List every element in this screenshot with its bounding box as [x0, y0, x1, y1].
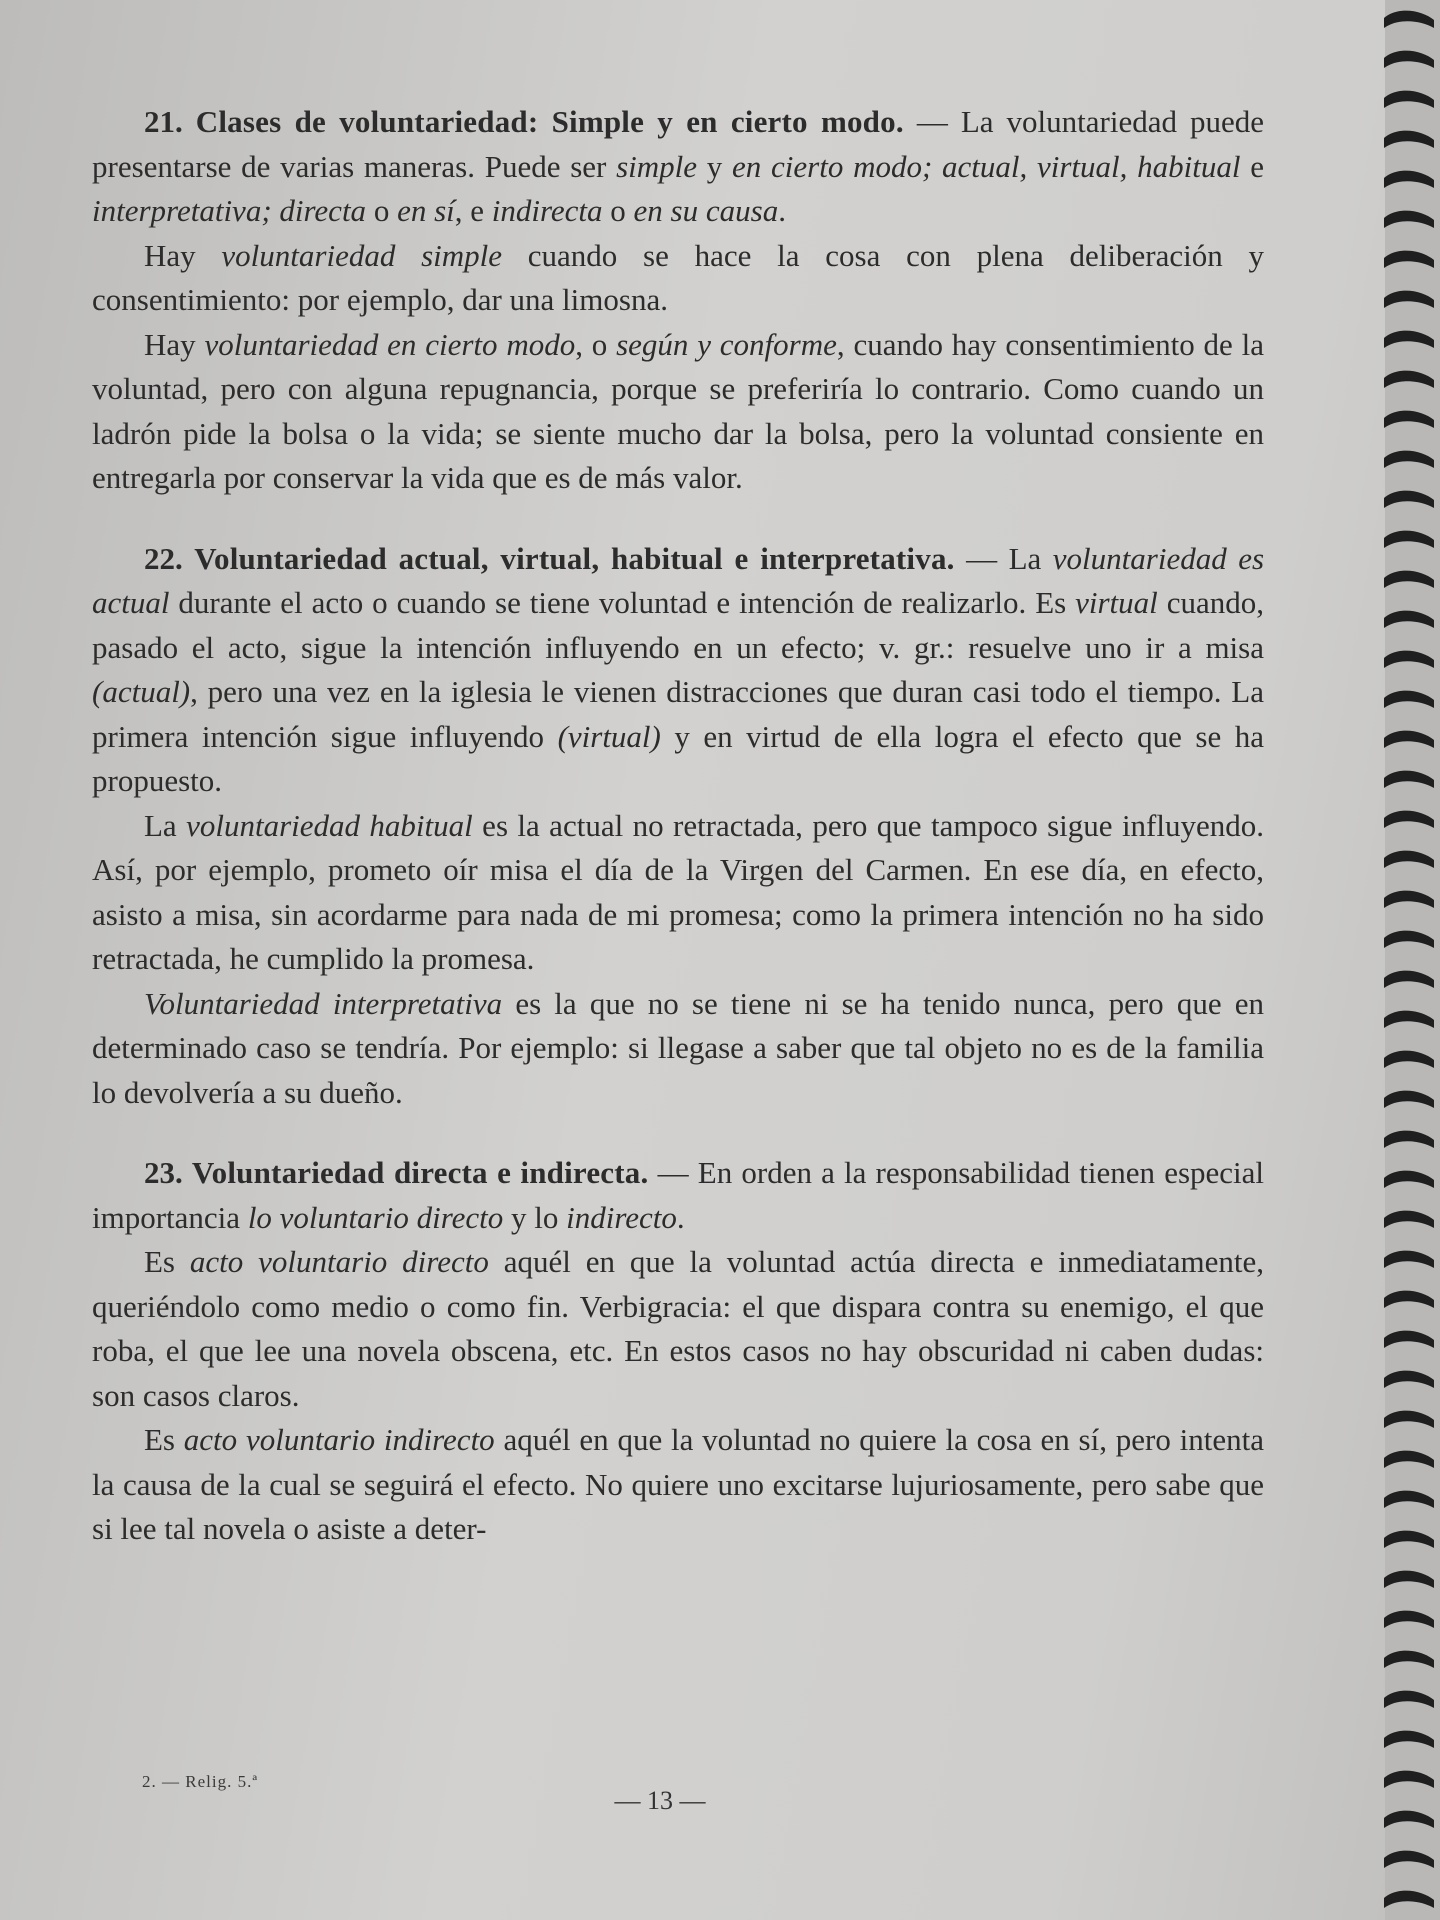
body-text: es la actual no retractada, pero que tampoco sigue influyendo. Así, por ejemplo, prometo oír misa el día de la Virgen del Carmen. En ese día, en efecto, asisto a misa, sin acordarme para nada de mi promesa; como la primera intención no ha sido retractada, he cumplido la promesa. [92, 807, 1265, 976]
italic-text: voluntariedad en cierto modo [204, 326, 576, 362]
paragraph [92, 234, 1264, 323]
body-text: . [778, 193, 786, 228]
spiral-coil [1384, 1411, 1434, 1428]
spiral-coil [1384, 1011, 1434, 1028]
spiral-coil [1384, 1251, 1434, 1268]
spiral-coil [1384, 811, 1434, 828]
body-text: aquél en que la voluntad actúa directa e inmediatamente, queriéndolo como medio o como fin. Verbigracia: el que dispara contra su enemigo, el que roba, el que lee una novela obscena, etc. En estos casos no hay obscuridad ni caben dudas: son casos claros. [92, 1244, 1264, 1413]
spiral-coil [1384, 251, 1434, 268]
body-text: Hay [144, 237, 222, 273]
spiral-coil [1384, 371, 1434, 388]
spiral-coil [1384, 1091, 1434, 1108]
italic-text: interpretativa; directa [92, 193, 367, 228]
spiral-coil [1384, 1131, 1434, 1148]
body-text: o [366, 193, 398, 228]
paragraph [92, 982, 1264, 1116]
body-text: cuando se hace la cosa con plena deliberación y consentimiento: por ejemplo, dar una limosna. [92, 237, 1264, 317]
body-text: , cuando hay consentimiento de la voluntad, pero con alguna repugnancia, porque se preferiría lo contrario. Como cuando un ladrón pide la bolsa o la vida; se siente mucho dar la bolsa, pero la voluntad consiente en entregarla por conservar la vida que es de más valor. [92, 326, 1264, 495]
body-text: durante el acto o cuando se tiene voluntad e intención de realizarlo. Es [169, 585, 1076, 620]
italic-text: voluntariedad simple [221, 237, 503, 273]
italic-text: en sí [397, 193, 455, 228]
spiral-coil [1384, 891, 1434, 908]
section-2-first-paragraph [92, 537, 1264, 804]
spiral-coil [1384, 1811, 1434, 1828]
italic-text: lo voluntario directo [247, 1199, 504, 1235]
body-text: o [602, 193, 634, 228]
body-text: , e [454, 193, 492, 228]
spiral-binding [1378, 0, 1440, 1920]
italic-text: acto voluntario directo [189, 1244, 489, 1279]
spiral-coil [1384, 1371, 1434, 1388]
spiral-coil [1384, 771, 1434, 788]
spiral-coil [1384, 1651, 1434, 1668]
spiral-coil [1384, 291, 1434, 308]
paragraph [92, 1418, 1264, 1552]
body-text: Es [144, 1422, 184, 1457]
italic-text: en su causa [633, 193, 779, 228]
spiral-coil [1384, 611, 1434, 628]
spiral-coil [1384, 1891, 1434, 1908]
spiral-coil [1384, 1611, 1434, 1628]
section-3-first-paragraph [92, 1151, 1264, 1240]
spiral-coil [1384, 451, 1434, 468]
spiral-coil [1384, 531, 1434, 548]
italic-text: (actual) [92, 674, 191, 709]
italic-text: acto voluntario indirecto [183, 1422, 495, 1457]
body-text: — La [966, 540, 1053, 576]
italic-text: según y conforme [616, 326, 837, 362]
section-heading: Voluntariedad directa e indirecta. [191, 1155, 649, 1190]
section-number: 22. [144, 540, 183, 576]
body-text: y [697, 148, 733, 184]
spiral-coil [1384, 691, 1434, 708]
spiral-coil [1384, 1291, 1434, 1308]
italic-text: indirecto [566, 1199, 677, 1235]
italic-text: simple [616, 148, 698, 184]
spiral-coil [1384, 331, 1434, 348]
spiral-coil [1384, 211, 1434, 228]
body-text: — En orden a la responsabilidad tienen especial importancia [92, 1155, 1265, 1235]
body-text: y en virtud de ella logra el efecto que se ha propuesto. [92, 718, 1264, 798]
spiral-coil [1384, 1331, 1434, 1348]
body-text: cuando, pasado el acto, sigue la intención influyendo en un efecto; v. gr.: resuelve uno ir a misa [92, 585, 1264, 665]
page-text [92, 100, 1264, 1552]
spiral-coil [1384, 651, 1434, 668]
section-heading: Clases de voluntariedad: Simple y en cierto modo. [195, 104, 904, 139]
spiral-coil [1384, 171, 1434, 188]
italic-text: voluntariedad habitual [186, 807, 473, 843]
body-text: aquél en que la voluntad no quiere la cosa en sí, pero intenta la causa de la cual se seguirá el efecto. No quiere uno excitarse lujuriosamente, pero sabe que si lee tal novela o asiste a deter- [92, 1422, 1264, 1546]
spiral-coil [1384, 571, 1434, 588]
section-number: 21. [144, 104, 183, 139]
italic-text: Voluntariedad interpretativa [144, 985, 503, 1021]
spiral-coil [1384, 1211, 1434, 1228]
spiral-coil [1384, 91, 1434, 108]
spiral-coil [1384, 1771, 1434, 1788]
spiral-coil [1384, 851, 1434, 868]
spiral-coil [1384, 931, 1434, 948]
body-text: . [676, 1199, 685, 1235]
body-text: y lo [503, 1199, 567, 1235]
italic-text: (virtual) [557, 718, 661, 754]
footer-signature: 2. — Relig. 5.ª [142, 1772, 259, 1791]
section-heading: Voluntariedad actual, virtual, habitual e interpretativa. [194, 540, 955, 576]
spiral-coil [1384, 1051, 1434, 1068]
section-1-first-paragraph [92, 100, 1264, 234]
body-text: La [144, 807, 187, 843]
italic-text: virtual [1075, 585, 1158, 620]
paragraph [92, 1240, 1264, 1418]
page-number: — 13 — [614, 1786, 706, 1815]
italic-text: indirecta [491, 193, 603, 228]
paragraph [92, 323, 1264, 501]
spiral-coil [1384, 1491, 1434, 1508]
spiral-coil [1384, 1691, 1434, 1708]
spiral-coil [1384, 1571, 1434, 1588]
body-text: Es [144, 1244, 190, 1279]
section-number: 23. [144, 1155, 183, 1190]
spiral-coil [1384, 491, 1434, 508]
body-text: es la que no se tiene ni se ha tenido nunca, pero que en determinado caso se tendría. Por ejemplo: si llegase a saber que tal objeto no es de la familia lo devolvería a su dueño. [92, 985, 1265, 1110]
spiral-coil [1384, 1171, 1434, 1188]
spiral-coil [1384, 1851, 1434, 1868]
spiral-coil [1384, 1531, 1434, 1548]
italic-text: en cierto modo; actual, virtual, habitual [732, 148, 1241, 184]
body-text: , o [575, 326, 617, 362]
body-text: , pero una vez en la iglesia le vienen distracciones que duran casi todo el tiempo. La primera intención sigue influyendo [92, 674, 1264, 754]
paragraph [92, 804, 1264, 982]
spiral-coil [1384, 51, 1434, 68]
spiral-coil [1384, 11, 1434, 28]
spiral-coil [1384, 971, 1434, 988]
spiral-coil [1384, 131, 1434, 148]
spiral-coil [1384, 411, 1434, 428]
spiral-coil [1384, 1731, 1434, 1748]
spiral-coil [1384, 731, 1434, 748]
body-text: Hay [144, 326, 205, 362]
body-text: — La voluntariedad puede presentarse de varias maneras. Puede ser [92, 104, 1265, 184]
italic-text: voluntariedad es actual [92, 540, 1265, 620]
spiral-coil [1384, 1451, 1434, 1468]
body-text: e [1240, 148, 1265, 184]
